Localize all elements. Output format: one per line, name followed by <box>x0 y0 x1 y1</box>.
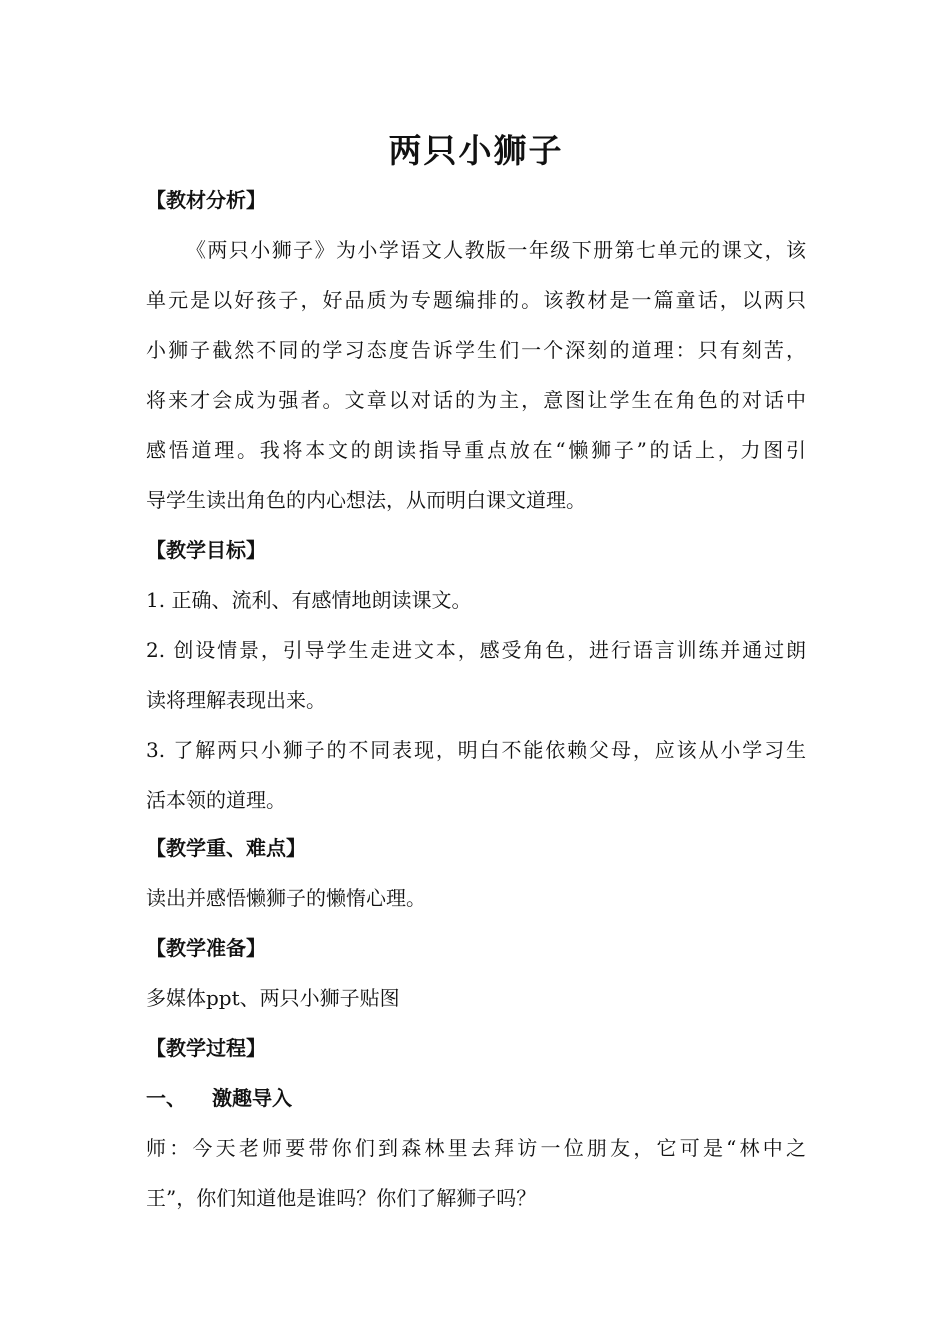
paragraph-line: 师：今天老师要带你们到森林里去拜访一位朋友，它可是“林中之 <box>146 1136 806 1160</box>
goal-item: 2. 创设情景，引导学生走进文本，感受角色，进行语言训练并通过朗 <box>146 638 806 662</box>
paragraph-line: 将来才会成为强者。文章以对话的为主，意图让学生在角色的对话中 <box>146 388 806 412</box>
goal-item-continued: 读将理解表现出来。 <box>146 688 326 712</box>
step-title: 激趣导入 <box>212 1086 292 1110</box>
paragraph-line: 感悟道理。我将本文的朗读指导重点放在“懒狮子”的话上，力图引 <box>146 438 806 462</box>
paragraph-line: 导学生读出角色的内心想法，从而明白课文道理。 <box>146 488 586 512</box>
step-number: 一、 <box>146 1086 186 1110</box>
document-title: 两只小狮子 <box>388 131 564 170</box>
goal-item: 1. 正确、流利、有感情地朗读课文。 <box>146 588 472 612</box>
key-point-text: 读出并感悟懒狮子的懒惰心理。 <box>146 886 426 910</box>
preparation-text: 多媒体ppt、两只小狮子贴图 <box>146 986 400 1010</box>
process-step-heading <box>146 1073 806 1123</box>
heading-goals: 【教学目标】 <box>146 538 266 562</box>
paragraph-line: 《两只小狮子》为小学语文人教版一年级下册第七单元的课文，该 <box>186 238 806 262</box>
goal-item: 3. 了解两只小狮子的不同表现，明白不能依赖父母，应该从小学习生 <box>146 738 806 762</box>
heading-key-points: 【教学重、难点】 <box>146 836 306 860</box>
paragraph-line: 单元是以好孩子，好品质为专题编排的。该教材是一篇童话，以两只 <box>146 288 806 312</box>
goal-item-continued: 活本领的道理。 <box>146 788 286 812</box>
paragraph-line: 小狮子截然不同的学习态度告诉学生们一个深刻的道理：只有刻苦， <box>146 338 806 362</box>
heading-analysis: 【教材分析】 <box>146 188 266 212</box>
heading-preparation: 【教学准备】 <box>146 936 266 960</box>
heading-process: 【教学过程】 <box>146 1036 266 1060</box>
paragraph-line: 王”，你们知道他是谁吗？你们了解狮子吗？ <box>146 1186 537 1210</box>
